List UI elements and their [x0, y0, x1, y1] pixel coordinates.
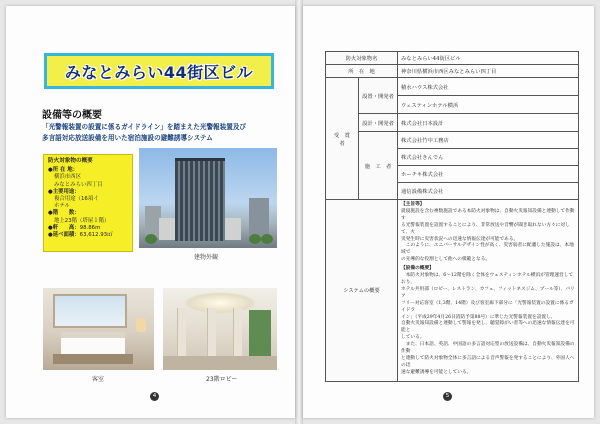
system-label: システムの概要	[326, 200, 398, 382]
height-value: 98.86m	[79, 224, 101, 231]
intro-line: 多言語対応放送設備を用いた宿泊施設の避難誘導システム	[42, 133, 213, 142]
area-value: 63,612.93㎡	[79, 232, 113, 239]
lamp	[136, 318, 146, 332]
building-title: みなとみらい44街区ビル	[64, 62, 254, 82]
object-name-value: みなとみらい44街区ビル	[398, 52, 579, 65]
location-label: 所 在 地	[326, 65, 398, 78]
system-description	[398, 200, 579, 382]
intro-line: 「光警報装置の設置に係るガイドライン」を踏まえた光警報装置及び	[42, 123, 247, 131]
address-line: みなとみらい四丁目	[54, 181, 103, 188]
contractor-value: ホーチキ株式会社	[398, 166, 579, 183]
contractor-label: 施 工 者	[359, 132, 398, 200]
use-line: 複合用途（16項イ	[54, 196, 99, 203]
right-page	[303, 6, 594, 418]
use-line: ホテル	[54, 203, 70, 210]
title-banner	[44, 53, 274, 89]
purpose-line: の先導的な役割として他への模範となる。	[401, 257, 491, 263]
building-exterior-photo	[139, 148, 277, 248]
fact-box	[43, 154, 133, 252]
designer-value: 株式会社日本設計	[398, 114, 579, 132]
overview-line: 本防火対象物は、6〜12階を除く全体をウェスティンホテル横浜が管理運営しており、	[401, 273, 574, 285]
height-label: ●軒 高：	[48, 224, 80, 231]
neighbor-building	[249, 198, 269, 238]
client-value: ウェスティンホテル横浜	[398, 96, 579, 114]
info-table	[325, 51, 579, 382]
overview-line: している。	[401, 335, 425, 341]
lobby-photo	[163, 288, 277, 370]
bench	[53, 354, 133, 364]
designer-label: 設計・開発者	[359, 114, 398, 132]
area-label: ●延べ面積：	[48, 232, 80, 239]
left-page	[6, 6, 295, 418]
tree	[249, 234, 261, 244]
floor	[163, 356, 277, 370]
floors-label: ●階 数：	[48, 210, 80, 217]
tree	[145, 234, 157, 244]
guest-room-photo	[43, 288, 154, 370]
tower	[175, 158, 225, 241]
client-value: 積水ハウス株式会社	[398, 78, 579, 96]
address-label: ●所 在 地：	[48, 167, 79, 174]
overview-line: ホテル共用部（ロビー、レストラン、カフェ、フィットネスジム、プール等）、バリア	[401, 286, 575, 299]
contractor-value: 株式会社竹中工務店	[398, 132, 579, 149]
overview-line: 自動火災報知設備と連動して警報を発し、聴覚障がい者等への迅速な情報伝達を可能と	[401, 321, 575, 334]
purpose-heading: 【主旨等】	[401, 202, 425, 207]
overview-heading: 【設備の概要】	[401, 266, 434, 272]
address-line: 横浜市西区	[54, 174, 81, 181]
overview-line: と連動して防火対象物全体に多言語による音声警報を発することにより、外国人への迅	[401, 355, 575, 368]
recipient-label: 受 賞 者	[326, 78, 359, 200]
purpose-line: 就寝施設を含む複数施設である本防火対象物は、自動火災報知設備と連動して作動す	[401, 208, 575, 221]
overview-line: フリー対応客室（1,3階、14階）及び客室廊下部分に「光警報装置の設置に係るガイドラ	[401, 300, 574, 313]
intro-text	[42, 122, 282, 143]
purpose-line: 災発生時に災害状況への迅速な情報伝達が可能である。	[401, 236, 519, 242]
floors-value: 地上23階（塔屋１階）	[54, 217, 110, 224]
contractor-value: 株式会社きんでん	[398, 149, 579, 166]
window	[53, 294, 127, 328]
chandelier	[183, 292, 257, 314]
contractor-value: 通信設備株式会社	[398, 183, 579, 200]
object-name-label: 防火対象物名	[326, 52, 398, 65]
book-spine	[295, 0, 303, 424]
page-number: 5	[443, 392, 452, 401]
client-label: 設置・開発者	[359, 78, 398, 114]
page-number: 4	[150, 392, 159, 401]
fact-box-title: 防火対象物の概要	[48, 158, 93, 164]
overview-line: 速な避難誘導を可能としている。	[401, 369, 472, 375]
room-caption: 客室	[92, 376, 105, 383]
location-value: 神奈川県横浜市西区みなとみらい四丁目	[398, 65, 579, 78]
green-wall	[249, 310, 271, 360]
use-label: ●主要用途：	[48, 188, 80, 195]
lobby-caption: 23階ロビー	[206, 376, 238, 383]
overview-line: イン」（平成29年4月26日消防予第88号）に準じた光警報装置を設置し、	[401, 314, 556, 320]
purpose-line: このように、ユニバーサルデザイン性が高く、災害弱者に配慮した施設は、本地域で	[401, 243, 574, 256]
section-heading: 設備等の概要	[42, 110, 102, 121]
purpose-line: る光警報装置を設置することにより、非常放送や音響が聞き取れない方々に対して、火	[401, 222, 570, 235]
building-caption: 建物外観	[194, 254, 219, 261]
overview-line: また、日本語、英語、中国語の多言語対応型の放送設備は、自動火災報知設備の作動	[401, 342, 575, 355]
tree	[261, 234, 273, 244]
